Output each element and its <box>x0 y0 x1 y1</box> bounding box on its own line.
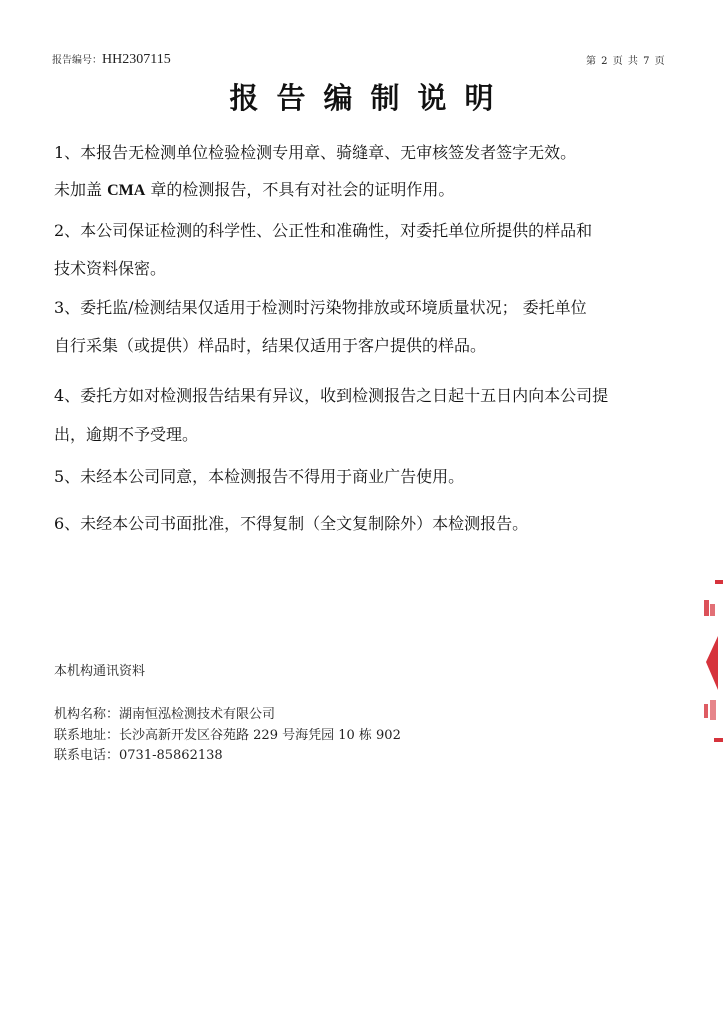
paragraph-5: 5、未经本公司同意，本检测报告不得用于商业广告使用。 <box>54 467 465 486</box>
paragraph-2-line-1: 2、本公司保证检测的科学性、公正性和准确性，对委托单位所提供的样品和 <box>54 221 593 240</box>
phone-value: 0731-85862138 <box>119 748 223 763</box>
paragraph-2-line-2: 技术资料保密。 <box>54 259 167 278</box>
paragraph-6: 6、未经本公司书面批准，不得复制（全文复制除外）本检测报告。 <box>54 514 529 533</box>
org-name-line <box>54 703 275 722</box>
address-line <box>54 724 401 743</box>
address-value: 长沙高新开发区谷苑路 229 号海凭园 10 栋 902 <box>119 728 401 743</box>
paragraph-4-line-2: 出，逾期不予受理。 <box>54 425 199 444</box>
report-number-header <box>52 51 171 68</box>
page-indicator: 第 2 页 共 7 页 <box>586 56 666 67</box>
paragraph-3-line-2: 自行采集（或提供）样品时，结果仅适用于客户提供的样品。 <box>54 336 487 355</box>
cma-mark: CMA <box>107 182 146 199</box>
org-name-label: 机构名称： <box>54 707 120 722</box>
address-label: 联系地址： <box>54 728 120 743</box>
contact-heading: 本机构通讯资料 <box>54 664 146 679</box>
paragraph-4-line-1: 4、委托方如对检测报告结果有异议，收到检测报告之日起十五日内向本公司提 <box>54 386 609 405</box>
paragraph-3-line-1: 3、委托监/检测结果仅适用于检测时污染物排放或环境质量状况； 委托单位 <box>54 298 587 317</box>
cma-text-after: 章的检测报告，不具有对社会的证明作用。 <box>145 180 455 199</box>
paragraph-1-line-1: 1、本报告无检测单位检验检测专用章、骑缝章、无审核签发者签字无效。 <box>54 143 577 162</box>
org-name-value: 湖南恒泓检测技术有限公司 <box>119 707 276 722</box>
cma-text-before: 未加盖 <box>54 180 108 199</box>
seal-stamp-fragment <box>692 578 723 746</box>
report-number-value: HH2307115 <box>102 52 171 67</box>
phone-label: 联系电话： <box>54 748 120 763</box>
document-title: 报告编制说明 <box>229 81 512 115</box>
paragraph-1-line-2 <box>54 177 454 200</box>
phone-line <box>54 744 223 763</box>
report-number-label: 报告编号： <box>52 55 102 66</box>
seal-edge-mark <box>704 580 723 742</box>
